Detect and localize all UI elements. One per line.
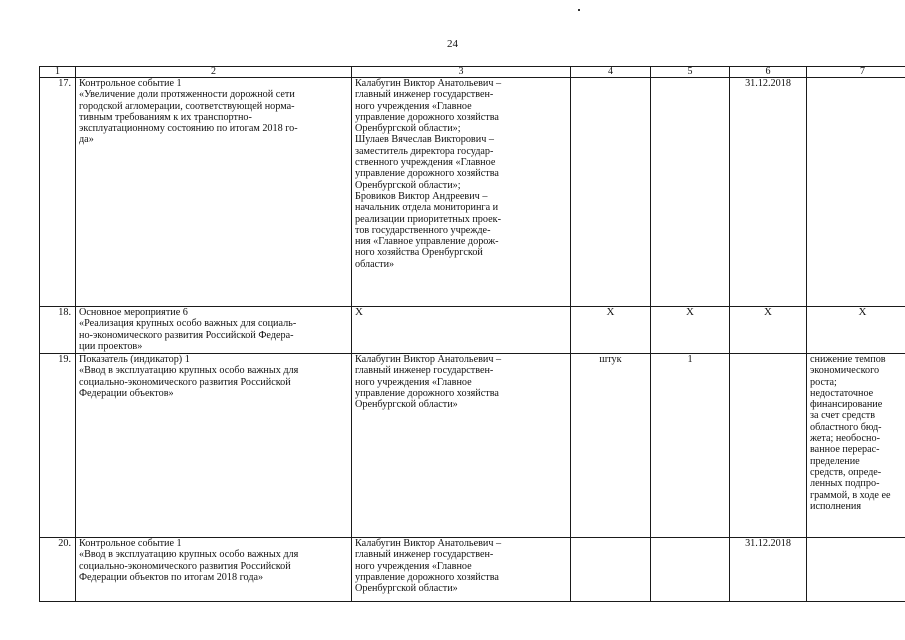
text-line: исполнения — [810, 500, 862, 512]
text-line: Калабугин Виктор Анатольевич – — [355, 538, 502, 549]
text-line: управление дорожного хозяйства — [355, 387, 499, 399]
text-line: управление дорожного хозяйства — [355, 168, 499, 180]
text-line: ванное перерас- — [810, 444, 880, 456]
deadline-cell: 31.12.2018 — [730, 538, 807, 602]
event-description — [76, 307, 352, 354]
row-number: 20. — [40, 538, 76, 602]
row-number: 18. — [40, 307, 76, 354]
text-line: управление дорожного хозяйства — [355, 111, 499, 123]
text-line: Калабугин Виктор Анатольевич – — [355, 78, 502, 89]
risks-cell — [807, 307, 905, 354]
text-line: Основное мероприятие 6 — [79, 307, 188, 318]
text-line: Показатель (индикатор) 1 — [79, 354, 190, 365]
text-line: социально-экономического развития Российской — [79, 560, 291, 572]
deadline-cell: Х — [730, 307, 807, 354]
text-line: пределение — [810, 455, 860, 467]
text-line: да» — [79, 134, 94, 146]
text-line: области» — [355, 258, 395, 270]
text-line: социально-экономического развития Российской — [79, 376, 291, 388]
column-header: 1 — [40, 67, 76, 78]
text-line: снижение темпов — [810, 354, 886, 365]
text-line: ния «Главное управление дорож- — [355, 236, 499, 248]
text-line: Оренбургской области» — [355, 583, 458, 595]
risks-cell — [807, 354, 905, 538]
text-line: заместитель директора государ- — [355, 145, 494, 157]
scan-speck — [578, 9, 580, 11]
text-line: недостаточное — [810, 387, 874, 399]
page-number: 24 — [447, 38, 458, 50]
text-line: главный инженер государствен- — [355, 549, 494, 561]
text-line: тивным требованиям к их транспортно- — [79, 111, 252, 123]
text-line: главный инженер государствен- — [355, 89, 494, 101]
column-header: 7 — [807, 67, 905, 78]
table-row — [40, 538, 905, 602]
text-line: «Реализация крупных особо важных для социаль- — [79, 318, 297, 330]
text-line: Контрольное событие 1 — [79, 78, 182, 89]
text-line: ного учреждения «Главное — [355, 376, 472, 388]
text-line: ного учреждения «Главное — [355, 100, 472, 112]
deadline-cell — [730, 354, 807, 538]
column-header: 4 — [571, 67, 651, 78]
column-header: 3 — [352, 67, 571, 78]
deadline-cell: 31.12.2018 — [730, 78, 807, 307]
risks-cell — [807, 78, 905, 307]
text-line: управление дорожного хозяйства — [355, 571, 499, 583]
text-line: областного бюд- — [810, 421, 882, 433]
text-line: Федерации объектов» — [79, 387, 174, 399]
unit-cell: Х — [571, 307, 651, 354]
event-description — [76, 354, 352, 538]
unit-cell — [571, 538, 651, 602]
text-line: за счет средств — [810, 410, 876, 422]
row-number: 19. — [40, 354, 76, 538]
column-header-row — [40, 67, 905, 78]
text-line: жета; необосно- — [810, 433, 880, 445]
text-line: Федерации объектов по итогам 2018 года» — [79, 571, 264, 583]
unit-cell — [571, 78, 651, 307]
text-line: «Ввод в эксплуатацию крупных особо важных для — [79, 549, 299, 561]
text-line: ственного учреждения «Главное — [355, 157, 496, 169]
text-line: Оренбургской области»; — [355, 123, 461, 135]
text-line: Х — [858, 306, 867, 318]
value-cell: Х — [651, 307, 730, 354]
column-header: 6 — [730, 67, 807, 78]
text-line: финансирование — [810, 399, 883, 411]
text-line: ленных подпро- — [810, 478, 880, 490]
text-line: тов государственного учрежде- — [355, 224, 491, 236]
text-line: экономического — [810, 365, 880, 377]
value-cell — [651, 78, 730, 307]
text-line: эксплуатационному состоянию по итогам 2018 го- — [79, 123, 298, 135]
responsible-persons — [352, 307, 571, 354]
table-row — [40, 354, 905, 538]
text-line: Х — [355, 306, 363, 318]
responsible-persons — [352, 354, 571, 538]
text-line: реализации приоритетных проек- — [355, 213, 501, 225]
table-row — [40, 307, 905, 354]
text-line: ного хозяйства Оренбургской — [355, 247, 483, 259]
text-line: начальник отдела мониторинга и — [355, 202, 499, 214]
responsible-persons — [352, 78, 571, 307]
risks-cell — [807, 538, 905, 602]
responsible-persons — [352, 538, 571, 602]
table-row — [40, 78, 905, 307]
text-line: ции проектов» — [79, 340, 143, 352]
text-line: ного учреждения «Главное — [355, 560, 472, 572]
value-cell: 1 — [651, 354, 730, 538]
text-line: Калабугин Виктор Анатольевич – — [355, 354, 502, 365]
text-line: городской агломерации, соответствующей норма- — [79, 100, 295, 112]
text-line: граммой, в ходе ее — [810, 489, 891, 501]
plan-table — [39, 66, 905, 602]
event-description — [76, 538, 352, 602]
text-line: средств, опреде- — [810, 466, 882, 478]
text-line: но-экономического развития Российской Федера- — [79, 329, 294, 341]
text-line: Шулаев Вячеслав Викторович – — [355, 134, 494, 146]
column-header: 2 — [76, 67, 352, 78]
event-description — [76, 78, 352, 307]
row-number: 17. — [40, 78, 76, 307]
column-header: 5 — [651, 67, 730, 78]
text-line: Оренбургской области» — [355, 399, 458, 411]
unit-cell: штук — [571, 354, 651, 538]
value-cell — [651, 538, 730, 602]
text-line: «Ввод в эксплуатацию крупных особо важных для — [79, 365, 299, 377]
text-line: Оренбургской области»; — [355, 179, 461, 191]
text-line: роста; — [810, 376, 837, 388]
text-line: «Увеличение доли протяженности дорожной сети — [79, 89, 295, 101]
text-line: главный инженер государствен- — [355, 365, 494, 377]
text-line: Бровиков Виктор Андреевич – — [355, 190, 488, 202]
text-line: Контрольное событие 1 — [79, 538, 182, 549]
